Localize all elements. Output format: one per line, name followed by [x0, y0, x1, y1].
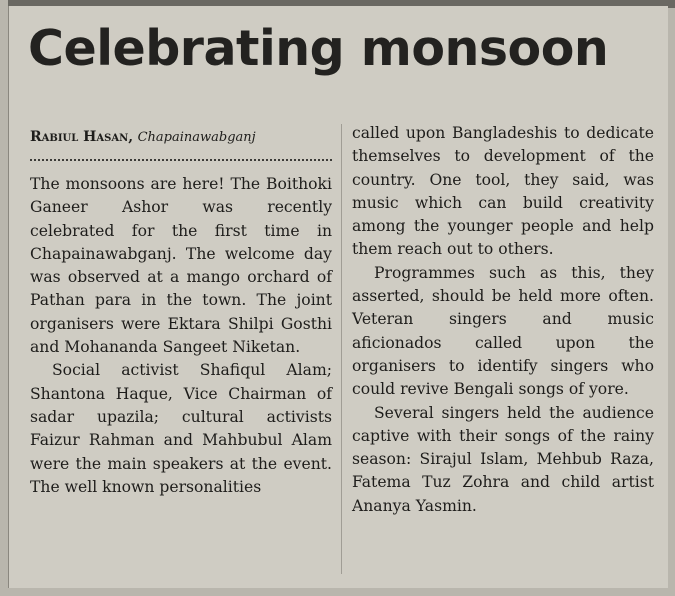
paragraph-5: Several singers held the audience captive with their songs of the rainy season: Sirajul Islam, Mehbub Raza, Fatema Tuz Zohra and child artist Ananya Yasmin. [352, 403, 654, 515]
column-divider [341, 124, 342, 574]
paragraph-2: Social activist Shafiqul Alam; Shantona Haque, Vice Chairman of sadar upazila; cultural activists Faizur Rahman and Mahbubul Alam were the main speakers at the event. The well known personalities [30, 361, 332, 496]
paragraph-1: The monsoons are here! The Boithoki Ganeer Ashor was recently celebrated for the first time in Chapainawabganj. The welcome day was observed at a mango orchard of Pathan para in the town. The joint organisers were Ektara Shilpi Gosthi and Mohananda Sangeet Niketan. [30, 175, 332, 357]
byline-author: Rabiul Hasan, [30, 129, 134, 145]
byline [30, 126, 332, 148]
byline-place: Chapainawabganj [137, 130, 256, 145]
paragraph-3: called upon Bangladeshis to dedicate themselves to development of the country. One tool, they said, was music which can build creativity among the younger people and help them reach out to others. [352, 124, 654, 259]
column-left [30, 122, 332, 499]
paragraph-4: Programmes such as this, they asserted, should be held more often. Veteran singers and music aficionados called upon the organisers to identify singers who could revive Bengali songs of yore. [352, 263, 654, 399]
column-right [352, 122, 654, 518]
dotted-divider [30, 159, 332, 161]
headline: Celebrating monsoon [28, 20, 609, 77]
